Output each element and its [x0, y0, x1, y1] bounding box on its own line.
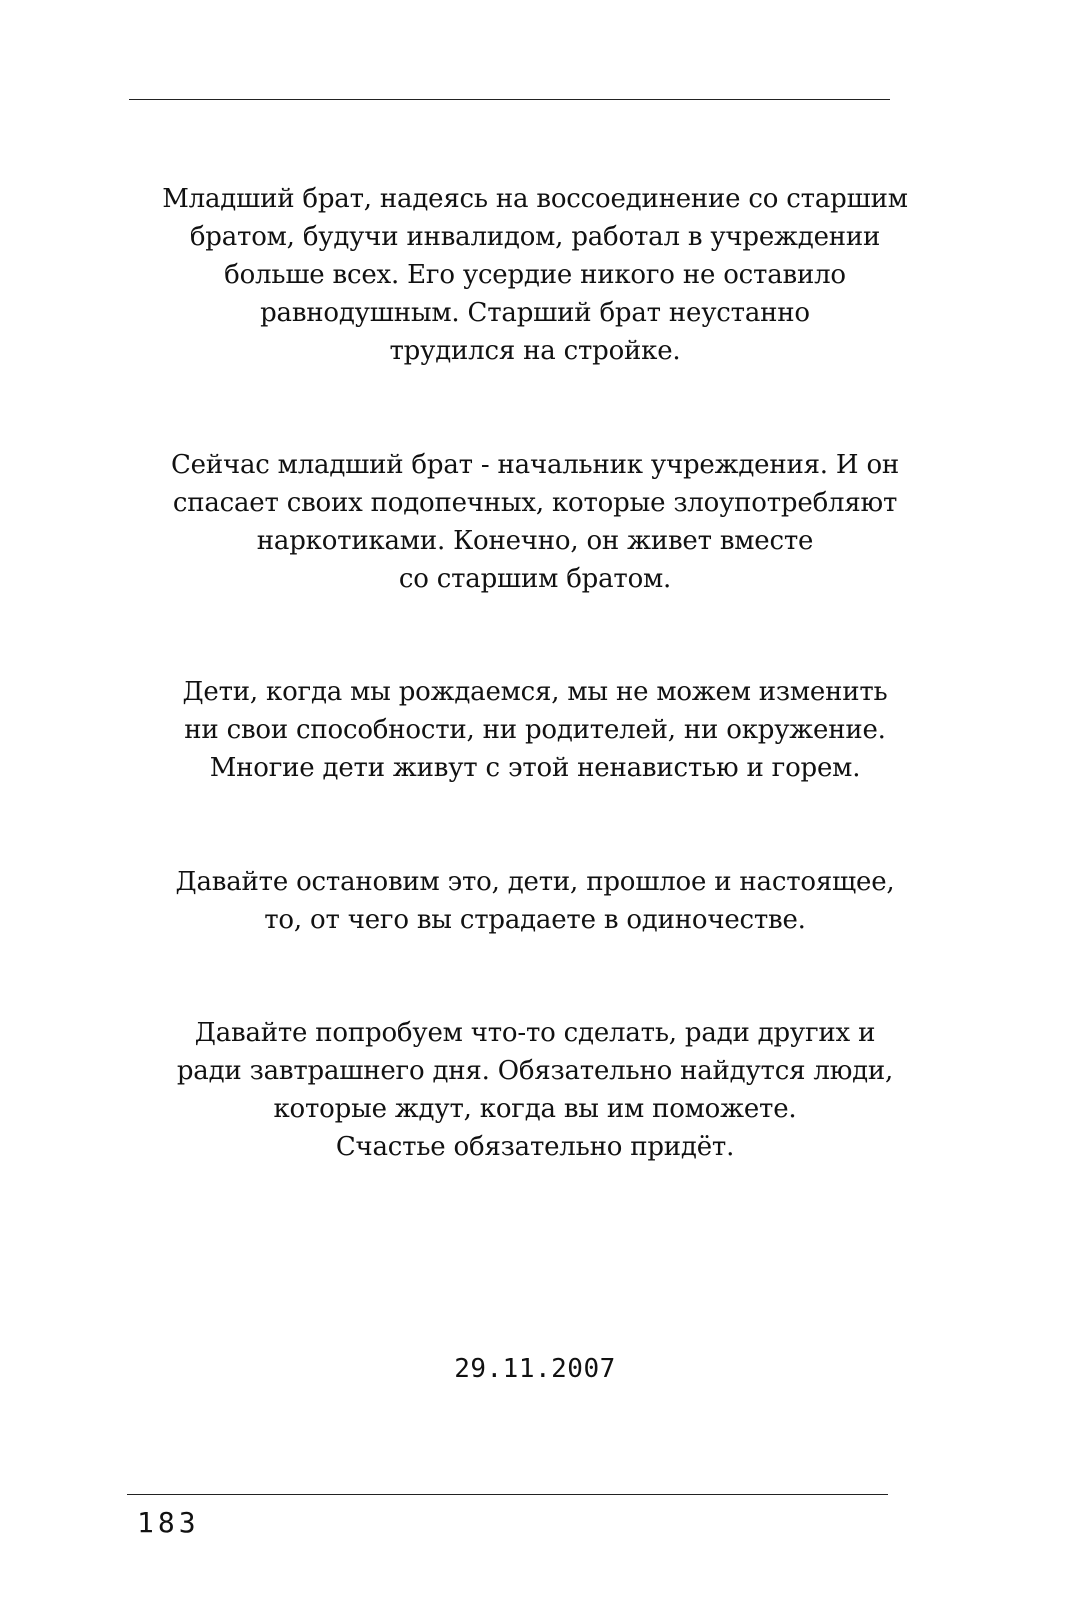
text-line: Счастье обязательно придёт. — [335, 1132, 735, 1162]
text-line: то, от чего вы страдаете в одиночестве. — [264, 905, 806, 935]
date: 29.11.2007 — [454, 1354, 616, 1384]
text-line: ради завтрашнего дня. Обязательно найдутся люди, — [176, 1056, 894, 1086]
paragraph-3 — [0, 673, 1070, 787]
bottom-rule — [127, 1494, 888, 1495]
text-line: Младший брат, надеясь на воссоединение со старшим — [162, 184, 908, 214]
text-line: братом, будучи инвалидом, работал в учреждении — [189, 222, 881, 252]
paragraph-2 — [0, 446, 1070, 598]
paragraph-1 — [0, 180, 1070, 370]
text-line: ни свои способности, ни родителей, ни окружение. — [184, 715, 886, 745]
text-line: больше всех. Его усердие никого не оставило — [224, 260, 846, 290]
text-line: со старшим братом. — [398, 564, 672, 594]
text-line: равнодушным. Старший брат неустанно — [260, 298, 810, 328]
paragraph-5 — [0, 1014, 1070, 1166]
text-line: наркотиками. Конечно, он живет вместе — [256, 526, 814, 556]
page-number: 183 — [137, 1506, 200, 1539]
top-rule — [129, 99, 890, 100]
text-line: Давайте остановим это, дети, прошлое и настоящее, — [175, 867, 895, 897]
text-line: Сейчас младший брат - начальник учреждения. И он — [170, 450, 900, 480]
text-line: Дети, когда мы рождаемся, мы не можем изменить — [182, 677, 888, 707]
text-line: спасает своих подопечных, которые злоупотребляют — [172, 488, 898, 518]
paragraph-4 — [0, 863, 1070, 939]
text-line: которые ждут, когда вы им поможете. — [273, 1094, 797, 1124]
text-line: трудился на стройке. — [389, 336, 681, 366]
text-line: Давайте попробуем что-то сделать, ради других и — [194, 1018, 876, 1048]
text-line: Многие дети живут с этой ненавистью и горем. — [209, 753, 861, 783]
